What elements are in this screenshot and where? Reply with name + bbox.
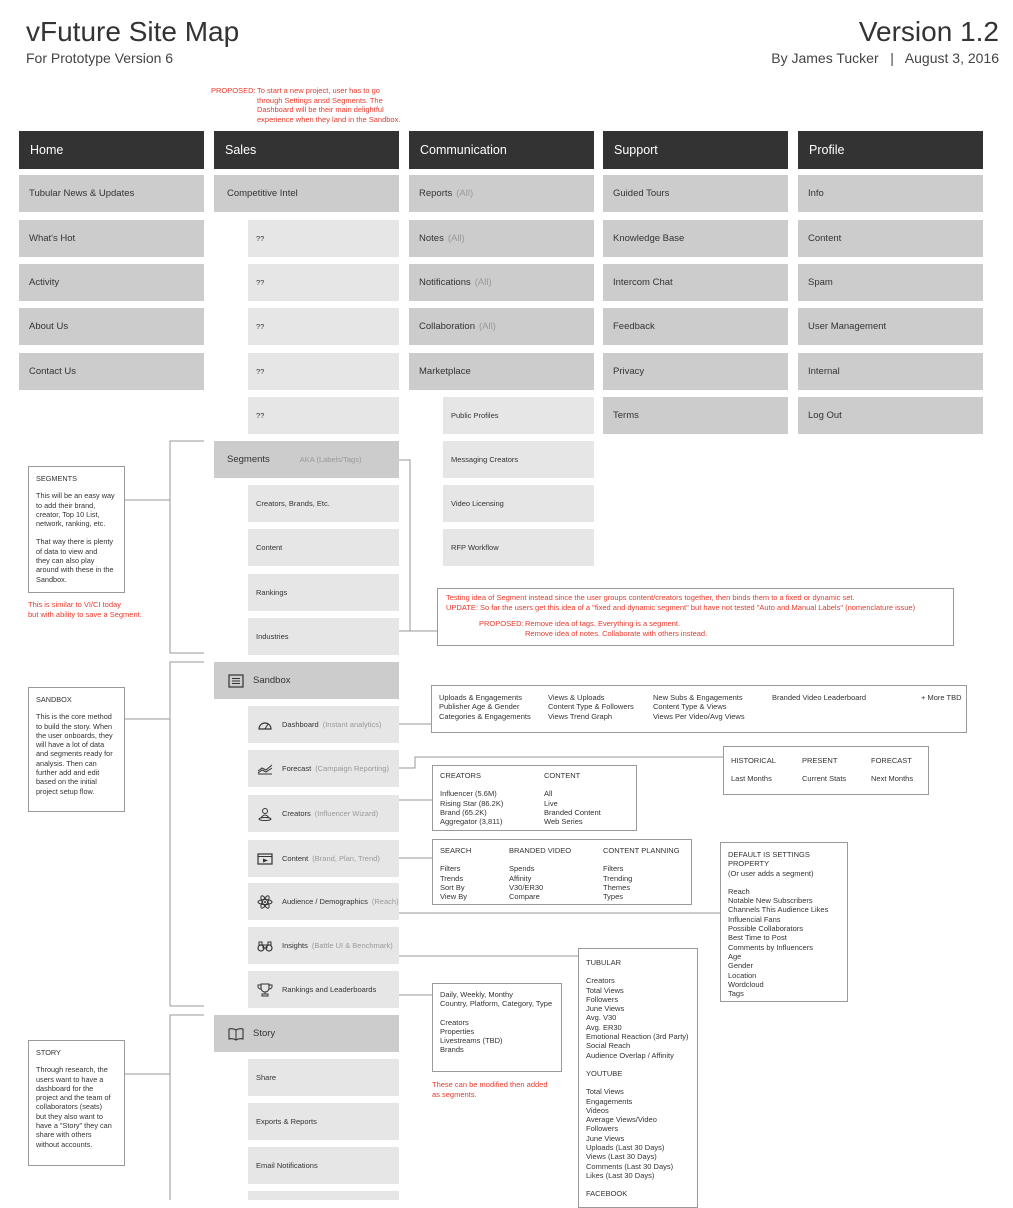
support-item[interactable]: Guided Tours xyxy=(603,175,788,212)
forecast-value: Current Stats xyxy=(802,774,847,784)
content-box-item: Themes xyxy=(603,882,631,892)
note-line: of data to view and xyxy=(36,546,98,556)
marketplace-subitem[interactable]: Public Profiles xyxy=(443,397,594,434)
note-line: and segments ready for xyxy=(36,749,113,759)
tubular-line: Videos xyxy=(586,1105,609,1115)
creator-type: Aggregator (3,811) xyxy=(440,817,503,827)
audience-line: Influencial Fans xyxy=(728,914,781,924)
note-line: This will be an easy way xyxy=(36,491,115,501)
profile-item[interactable]: Log Out xyxy=(798,397,983,434)
testing-note xyxy=(437,588,954,646)
story-subitem[interactable] xyxy=(248,1191,399,1200)
note-line: around with these in the xyxy=(36,565,114,575)
content-box-item: Affinity xyxy=(509,873,532,883)
tubular-line: Engagements xyxy=(586,1096,633,1106)
sales-subitem[interactable]: ?? xyxy=(248,397,399,434)
note-title: SANDBOX xyxy=(36,695,72,704)
sandbox-dashboard[interactable] xyxy=(248,706,399,743)
page-subtitle: For Prototype Version 6 xyxy=(26,50,174,66)
rankings-line: Country, Platform, Category, Type xyxy=(440,999,553,1009)
note-line: users want to have a xyxy=(36,1074,104,1084)
story-item[interactable] xyxy=(214,1015,399,1052)
dashboard-widget: New Subs & Engagements xyxy=(653,693,743,702)
home-item[interactable]: Contact Us xyxy=(19,353,204,390)
note-line: share with others xyxy=(36,1130,92,1140)
item-label: Notes xyxy=(419,233,444,244)
rankings-red-note xyxy=(432,1080,548,1099)
item-qualifier: (All) xyxy=(474,277,492,288)
sandbox-creators[interactable] xyxy=(248,795,399,832)
home-item[interactable]: What's Hot xyxy=(19,220,204,257)
note-title: SEGMENTS xyxy=(36,474,77,483)
dashboard-widget: Views Per Video/Avg Views xyxy=(653,711,745,721)
content-detail-box xyxy=(432,839,692,905)
audience-line: Notable New Subscribers xyxy=(728,896,813,906)
tubular-line: June Views xyxy=(586,1004,625,1014)
sandbox-item[interactable] xyxy=(214,662,399,699)
tubular-line: YOUTUBE xyxy=(586,1068,623,1078)
proposed-line: experience when they land in the Sandbox. xyxy=(257,114,401,124)
content-box-item: View By xyxy=(440,892,467,902)
story-note xyxy=(28,1040,125,1166)
support-item[interactable]: Terms xyxy=(603,397,788,434)
note-line: creator, Top 10 List, xyxy=(36,509,100,519)
rankings-line: Creators xyxy=(440,1017,469,1027)
nav-header-sales[interactable]: Sales xyxy=(214,131,399,169)
segments-note xyxy=(28,466,125,593)
dashboard-widget: Content Type & Views xyxy=(653,702,727,712)
note-line: collaborators (seats) xyxy=(36,1102,103,1112)
content-type: Branded Content xyxy=(544,807,601,817)
segments-red-note xyxy=(28,600,142,619)
profile-item[interactable]: User Management xyxy=(798,308,983,345)
forecast-value: Last Months xyxy=(731,774,772,784)
communication-item-reports[interactable] xyxy=(409,175,594,212)
creator-person-icon xyxy=(256,807,274,821)
item-qualifier: (Campaign Reporting) xyxy=(315,764,389,773)
marketplace-subitem[interactable]: RFP Workflow xyxy=(443,529,594,566)
sandbox-forecast[interactable] xyxy=(248,750,399,787)
segments-item[interactable] xyxy=(214,441,399,478)
story-subitem[interactable]: Exports & Reports xyxy=(248,1103,399,1140)
sales-subitem[interactable]: ?? xyxy=(248,353,399,390)
content-box-item: Trends xyxy=(440,873,464,883)
sales-competitive-intel[interactable]: Competitive Intel xyxy=(214,175,399,212)
red-note-line: These can be modified then added xyxy=(432,1080,548,1089)
item-qualifier: (All) xyxy=(478,321,496,332)
content-header: CONTENT xyxy=(544,771,581,780)
note-line: Sandbox. xyxy=(36,574,67,584)
dashboard-widget: Categories & Engagements xyxy=(439,711,531,721)
audience-detail-box xyxy=(720,842,848,1002)
note-title: STORY xyxy=(36,1048,61,1057)
atom-audience-icon xyxy=(256,895,274,909)
note-line: the user onboards, they xyxy=(36,730,113,740)
item-qualifier: AKA (Labels/Tags) xyxy=(299,455,362,464)
testing-line: UPDATE: So far the users get this idea of a "fixed and dynamic segment" but have not tested "Auto and Manual Labels" (nomenclature issue) xyxy=(446,602,916,612)
note-line: but they also want to xyxy=(36,1111,103,1121)
rankings-line: Livestreams (TBD) xyxy=(440,1036,503,1046)
item-label: Collaboration xyxy=(419,321,475,332)
proposed-line: through Settings ansd Segments. The xyxy=(257,95,383,105)
note-line: project and the team of xyxy=(36,1093,111,1103)
creator-type: Influencer (5.6M) xyxy=(440,789,497,799)
audience-line: Location xyxy=(728,970,757,980)
profile-item[interactable]: Info xyxy=(798,175,983,212)
nav-header-communication[interactable]: Communication xyxy=(409,131,594,169)
content-box-item: Compare xyxy=(509,892,540,902)
audience-line: DEFAULT IS SETTINGS PROPERTY xyxy=(728,850,810,869)
proposed-note xyxy=(257,86,400,124)
dashboard-widget: Uploads & Engagements xyxy=(439,693,522,702)
dashboard-widget: Branded Video Leaderboard xyxy=(772,693,867,702)
content-box-item: V30/ER30 xyxy=(509,882,544,892)
item-label: Dashboard xyxy=(282,720,319,729)
support-item[interactable]: Privacy xyxy=(603,353,788,390)
note-line: to add their brand, xyxy=(36,500,96,510)
dashboard-widget: Views & Uploads xyxy=(548,693,605,702)
support-item[interactable]: Intercom Chat xyxy=(603,264,788,301)
segments-subitem[interactable]: Content xyxy=(248,529,399,566)
audience-line: (Or user adds a segment) xyxy=(728,868,814,878)
content-box-item: Sort By xyxy=(440,882,465,892)
sales-subitem[interactable]: ?? xyxy=(248,308,399,345)
binoculars-icon xyxy=(256,939,274,953)
sandbox-insights[interactable] xyxy=(248,927,399,964)
tubular-line: TUBULAR xyxy=(586,958,622,967)
item-qualifier: (All) xyxy=(456,188,474,199)
tubular-line: June Views xyxy=(586,1133,625,1143)
item-qualifier: (Influencer Wizard) xyxy=(314,809,379,818)
communication-item-notifications[interactable] xyxy=(409,264,594,301)
rankings-line: Brands xyxy=(440,1045,464,1055)
testing-line: Testing idea of Segment instead since the user groups content/creators together, then binds them to a fixed or dynamic set. xyxy=(446,593,855,602)
forecast-value: Next Months xyxy=(871,774,914,784)
tubular-line: Emotional Reaction (3rd Party) xyxy=(586,1032,689,1042)
dashboard-widget: Publisher Age & Gender xyxy=(439,702,520,712)
forecast-detail-box xyxy=(723,746,929,795)
communication-item-collaboration[interactable] xyxy=(409,308,594,345)
story-subitem[interactable]: Share xyxy=(248,1059,399,1096)
proposed-line: Dashboard will be their main delightful xyxy=(257,105,384,114)
audience-line: Age xyxy=(728,951,742,961)
dashboard-gauge-icon xyxy=(256,718,274,732)
segments-subitem[interactable]: Creators, Brands, Etc. xyxy=(248,485,399,522)
creator-type: Brand (65.2K) xyxy=(440,807,487,817)
tubular-line: Creators xyxy=(586,976,615,986)
item-label: Segments xyxy=(227,454,270,465)
item-qualifier: (Battle UI & Benchmark) xyxy=(311,941,393,950)
tubular-line: FACEBOOK xyxy=(586,1189,628,1199)
red-note-line: This is similar to VI/CI today xyxy=(28,600,121,609)
audience-line: Comments by Influencers xyxy=(728,942,814,952)
content-box-header: BRANDED VIDEO xyxy=(509,846,572,855)
content-box-item: Types xyxy=(603,892,624,902)
trophy-icon xyxy=(256,983,274,997)
sandbox-note xyxy=(28,687,125,812)
note-line: have a "Story" they can xyxy=(36,1121,112,1131)
forecast-header: PRESENT xyxy=(802,756,838,765)
profile-item[interactable]: Spam xyxy=(798,264,983,301)
item-qualifier: (All) xyxy=(447,233,465,244)
home-item[interactable]: About Us xyxy=(19,308,204,345)
note-line: project setup flow. xyxy=(36,786,95,796)
audience-line: Best Time to Post xyxy=(728,933,787,943)
note-line: will have a lot of data xyxy=(36,740,105,750)
item-label: Story xyxy=(253,1028,276,1039)
tubular-line: Comments (Last 30 Days) xyxy=(586,1161,674,1171)
nav-header-home[interactable]: Home xyxy=(19,131,204,169)
note-line: to build the story. When xyxy=(36,721,113,731)
audience-line: Channels This Audience Likes xyxy=(728,905,829,915)
forecast-header: FORECAST xyxy=(871,756,912,765)
note-line: Through research, the xyxy=(36,1065,108,1075)
sandbox-list-icon xyxy=(227,674,245,688)
note-line: further add and edit xyxy=(36,768,100,778)
tubular-line: Likes (Last 30 Days) xyxy=(586,1170,655,1180)
home-item[interactable]: Activity xyxy=(19,264,204,301)
tubular-line: Followers xyxy=(586,1124,619,1134)
sandbox-rankings[interactable] xyxy=(248,971,399,1008)
item-label: Notifications xyxy=(419,277,471,288)
forecast-header: HISTORICAL xyxy=(731,756,776,765)
note-line: without accounts. xyxy=(36,1139,93,1149)
item-label: Content xyxy=(282,854,309,863)
note-line: network, ranking, etc. xyxy=(36,519,106,529)
sandbox-content[interactable] xyxy=(248,840,399,877)
note-line: This is the core method xyxy=(36,712,112,722)
profile-item[interactable]: Content xyxy=(798,220,983,257)
nav-header-profile[interactable]: Profile xyxy=(798,131,983,169)
item-qualifier: (Instant analytics) xyxy=(322,720,382,729)
page-title: vFuture Site Map xyxy=(26,16,240,47)
tubular-line: Audience Overlap / Affinity xyxy=(586,1050,674,1060)
dashboard-detail-box xyxy=(431,685,967,733)
forecast-chart-icon xyxy=(256,762,274,776)
book-icon xyxy=(227,1027,245,1041)
note-line: That way there is plenty xyxy=(36,537,114,547)
story-subitem[interactable]: Email Notifications xyxy=(248,1147,399,1184)
nav-header-support[interactable]: Support xyxy=(603,131,788,169)
rankings-line: Properties xyxy=(440,1026,475,1036)
content-box-item: Filters xyxy=(603,864,624,874)
audience-line: Wordcloud xyxy=(728,979,764,989)
note-line: analysis. Then can xyxy=(36,758,97,768)
support-item[interactable]: Feedback xyxy=(603,308,788,345)
note-line: dashboard for the xyxy=(36,1083,94,1093)
sales-subitem[interactable]: ?? xyxy=(248,220,399,257)
tubular-line: Social Reach xyxy=(586,1041,631,1051)
item-label: Sandbox xyxy=(253,675,291,686)
audience-line: Reach xyxy=(728,886,750,896)
item-label: Audience / Demographics xyxy=(282,897,368,906)
video-content-icon xyxy=(256,852,274,866)
content-box-header: CONTENT PLANNING xyxy=(603,846,680,855)
rankings-line: Daily, Weekly, Monthy xyxy=(440,990,513,999)
marketplace-subitem[interactable]: Video Licensing xyxy=(443,485,594,522)
marketplace-subitem[interactable]: Messaging Creators xyxy=(443,441,594,478)
content-type: Live xyxy=(544,798,558,808)
creators-detail-box xyxy=(432,765,637,831)
content-box-header: SEARCH xyxy=(440,846,472,855)
content-box-item: Trending xyxy=(603,873,633,883)
sandbox-audience[interactable] xyxy=(248,883,399,920)
audience-line: Tags xyxy=(728,989,744,999)
testing-proposed-line: Remove idea of tags. Everything is a segment. xyxy=(525,619,681,628)
more-tbd-label: + More TBD xyxy=(921,693,962,702)
proposed-label: PROPOSED: xyxy=(211,86,256,95)
note-line: they can also play xyxy=(36,556,95,566)
audience-line: Gender xyxy=(728,961,754,971)
communication-item-marketplace[interactable] xyxy=(409,353,594,390)
tubular-line: Views (Last 30 Days) xyxy=(586,1152,657,1162)
red-note-line: as segments. xyxy=(432,1089,477,1099)
tubular-line: Uploads (Last 30 Days) xyxy=(586,1143,665,1153)
segments-subitem[interactable]: Industries xyxy=(248,618,399,655)
item-label: Creators xyxy=(282,809,311,818)
tubular-detail-box xyxy=(578,948,698,1208)
testing-proposed-label: PROPOSED: xyxy=(479,619,524,628)
content-box-item: Spends xyxy=(509,864,535,874)
dashboard-widget: Content Type & Followers xyxy=(548,702,634,712)
item-label: Reports xyxy=(419,188,453,199)
rankings-detail-box xyxy=(432,983,562,1072)
tubular-line: Total Views xyxy=(586,985,624,995)
tubular-line: Total Views xyxy=(586,1087,624,1097)
support-item[interactable]: Knowledge Base xyxy=(603,220,788,257)
item-qualifier: (Reach) xyxy=(371,897,399,906)
content-type: All xyxy=(544,789,553,799)
item-label: Rankings and Leaderboards xyxy=(282,985,377,994)
item-label: Marketplace xyxy=(419,366,471,377)
author-date: By James Tucker | August 3, 2016 xyxy=(771,50,999,66)
tubular-line: Average Views/Video xyxy=(586,1115,657,1125)
communication-item-notes[interactable] xyxy=(409,220,594,257)
content-box-item: Filters xyxy=(440,864,461,874)
item-label: Insights xyxy=(282,941,308,950)
proposed-line: To start a new project, user has to go xyxy=(257,86,380,95)
tubular-line: Avg. ER30 xyxy=(586,1022,622,1032)
home-item[interactable]: Tubular News & Updates xyxy=(19,175,204,212)
segments-subitem[interactable]: Rankings xyxy=(248,574,399,611)
note-line: based on the initial xyxy=(36,777,97,787)
item-label: Forecast xyxy=(282,764,312,773)
dashboard-widget: Views Trend Graph xyxy=(548,711,613,721)
audience-line: Possible Collaborators xyxy=(728,924,804,934)
profile-item[interactable]: Internal xyxy=(798,353,983,390)
item-qualifier: (Brand, Plan, Trend) xyxy=(312,854,380,863)
version-label: Version 1.2 xyxy=(858,16,999,47)
tubular-line: Avg. V30 xyxy=(586,1013,617,1023)
creator-type: Rising Star (86.2K) xyxy=(440,798,504,808)
sales-subitem[interactable]: ?? xyxy=(248,264,399,301)
red-note-line: but with ability to save a Segment. xyxy=(28,609,142,619)
creators-header: CREATORS xyxy=(440,771,481,780)
testing-proposed-line: Remove idea of notes. Collaborate with others instead. xyxy=(525,628,708,638)
tubular-line: Followers xyxy=(586,994,619,1004)
content-type: Web Series xyxy=(544,817,583,827)
